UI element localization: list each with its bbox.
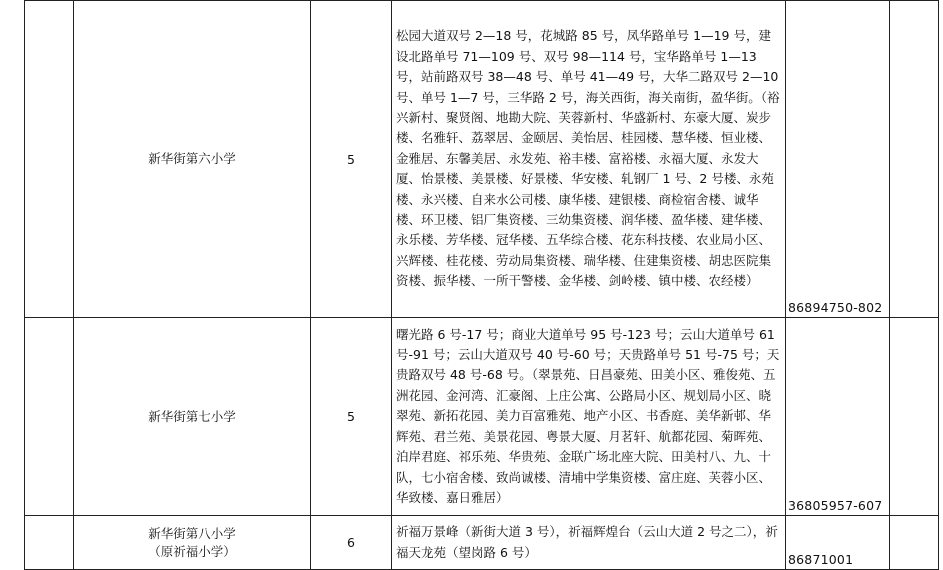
table-row bbox=[25, 318, 939, 516]
blank-cell bbox=[890, 318, 939, 516]
area-text: 曙光路 6 号-17 号；商业大道单号 95 号-123 号；云山大道单号 61 号-91 号；云山大道双号 40 号-60 号；天贵路单号 51 号-75 号；天贵路双号 48 号-68 号。（翠景苑、日昌豪苑、田美小区、雅俊苑、五洲花园、金河湾、汇豪阁、上庄公寓、公路局小区、规划局小区、晓翠苑、新拓花园、美力百富雅苑、地产小区、书香庭、美华新邨、华辉苑、君兰苑、美景花园、粤景大厦、月茗轩、航都花园、菊晖苑、泊岸君庭、祁乐苑、华贵苑、金联广场北座大院、田美村八、九、十队，七小宿舍楼、致尚诚楼、清埔中学集资楼、富庄庭、芙蓉小区、华致楼、嘉日雅居） bbox=[396, 326, 780, 505]
grade-cell: 5 bbox=[311, 318, 392, 516]
school-name-cell bbox=[74, 1, 311, 318]
grade-cell: 5 bbox=[311, 1, 392, 318]
school-former-name: （原祈福小学） bbox=[148, 543, 236, 559]
area-text: 松园大道双号 2—18 号，花城路 85 号，凤华路单号 1—19 号，建设北路单号 71—109 号、双号 98—114 号，宝华路单号 1—13 号，站前路双号 38—48 号、单号 41—49 号，大华二路双号 2—10 号、单号 1—7 号，三华路 2 号，海关西街，海关南街，盈华街。（裕兴新村、聚贤阁、地勘大院、芙蓉新村、华盛新村、东豪大厦、炭步楼、名雅轩、荔翠居、金颐居、美怡居、桂园楼、慧华楼、恒业楼、金雅居、东馨美居、永发苑、裕丰楼、富裕楼、永福大厦、永发大厦、怡景楼、美景楼、好景楼、华安楼、轧钢厂 1 号、2 号楼、永苑楼、永兴楼、自来水公司楼、康华楼、建银楼、商检宿舍楼、诚华楼、环卫楼、铝厂集资楼、三幼集资楼、润华楼、盈华楼、建华楼、永乐楼、芳华楼、冠华楼、五华综合楼、花东科技楼、农业局小区、兴辉楼、桂花楼、劳动局集资楼、瑞华楼、住建集资楼、胡忠医院集资楼、振华楼、一所干警楼、金华楼、剑岭楼、镇中楼、农经楼） bbox=[396, 28, 780, 289]
area-cell bbox=[392, 516, 786, 570]
phone-number: 86894750-802 bbox=[788, 300, 883, 315]
table-row bbox=[25, 516, 939, 570]
area-cell bbox=[392, 1, 786, 318]
phone-cell bbox=[786, 1, 890, 318]
phone-cell bbox=[786, 318, 890, 516]
school-name: 新华街第六小学 bbox=[148, 151, 236, 166]
blank-cell bbox=[890, 516, 939, 570]
blank-cell bbox=[25, 516, 74, 570]
phone-number: 36805957-607 bbox=[788, 498, 883, 513]
table-row bbox=[25, 1, 939, 318]
school-district-table bbox=[24, 0, 939, 570]
phone-number: 86871001 bbox=[788, 552, 854, 567]
area-cell bbox=[392, 318, 786, 516]
school-name-cell bbox=[74, 516, 311, 570]
school-name: 新华街第八小学 bbox=[148, 525, 236, 541]
school-name: 新华街第七小学 bbox=[148, 408, 236, 424]
phone-cell bbox=[786, 516, 890, 570]
blank-cell bbox=[890, 1, 939, 318]
blank-cell bbox=[25, 318, 74, 516]
blank-cell bbox=[25, 1, 74, 318]
school-name-cell bbox=[74, 318, 311, 516]
area-text: 祈福万景峰（新街大道 3 号），祈福辉煌台（云山大道 2 号之二），祈福天龙苑（望岗路 6 号） bbox=[396, 524, 778, 560]
grade-cell: 6 bbox=[311, 516, 392, 570]
